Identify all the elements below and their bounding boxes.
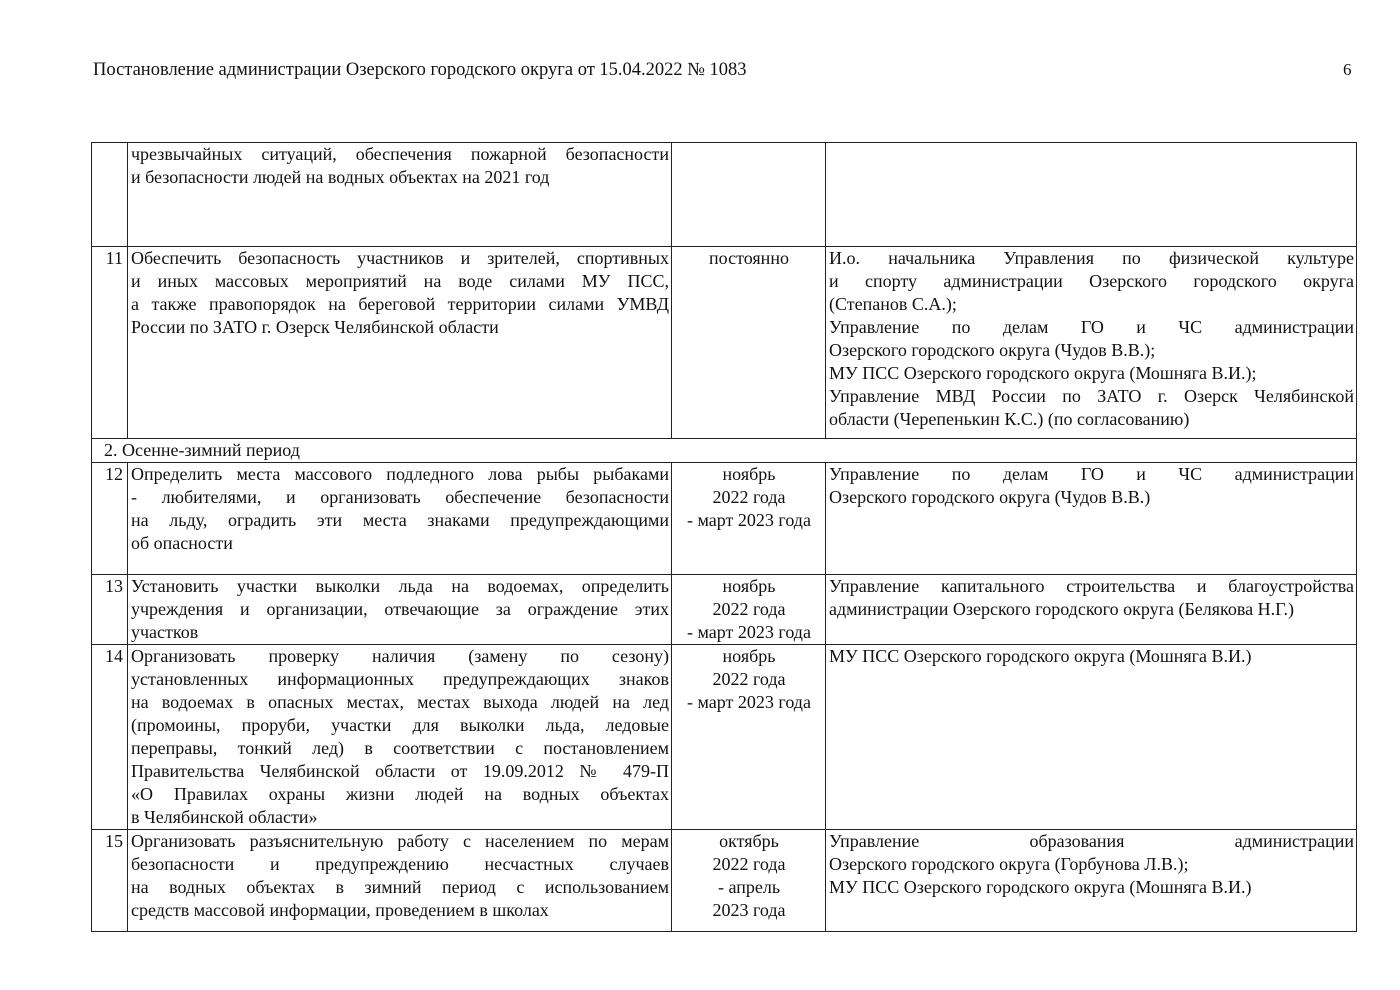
responsible-line: МУ ПСС Озерского городского округа (Мошняга В.И.) bbox=[829, 646, 1252, 666]
responsible-line: Озерского городского округа (Горбунова Л.В.); bbox=[829, 854, 1189, 874]
responsible-line: Управление образования администрации bbox=[829, 831, 1354, 851]
action-cell bbox=[128, 645, 672, 830]
action-line: и безопасности людей на водных объектах на 2021 год bbox=[131, 167, 550, 187]
deadline-line: 2022 года bbox=[712, 599, 786, 619]
deadline-cell bbox=[672, 645, 826, 830]
row-number: 13 bbox=[92, 575, 128, 645]
table-row bbox=[92, 575, 1357, 645]
action-line: на водоемах в опасных местах, местах выхода людей на лед bbox=[131, 692, 669, 712]
action-cell bbox=[128, 247, 672, 439]
responsible-line: И.о. начальника Управления по физической культуре bbox=[829, 248, 1354, 268]
responsible-line: и спорту администрации Озерского городского округа bbox=[829, 271, 1354, 291]
action-line: средств массовой информации, проведением в школах bbox=[131, 900, 549, 920]
action-line: на льду, оградить эти места знаками предупреждающими bbox=[131, 510, 669, 530]
action-line: (промоины, проруби, участки для выколки льда, ледовые bbox=[131, 715, 669, 735]
action-line: Установить участки выколки льда на водоемах, определить bbox=[131, 576, 669, 596]
deadline-cell bbox=[672, 463, 826, 575]
responsible-line: МУ ПСС Озерского городского округа (Мошняга В.И.) bbox=[829, 877, 1252, 897]
row-number bbox=[92, 143, 128, 247]
deadline-cell bbox=[672, 830, 826, 932]
responsible-line: администрации Озерского городского округа (Белякова Н.Г.) bbox=[829, 599, 1294, 619]
deadline-line: 2022 года bbox=[712, 487, 786, 507]
row-number: 12 bbox=[92, 463, 128, 575]
deadline-line: 2022 года bbox=[712, 854, 786, 874]
action-line: об опасности bbox=[131, 533, 233, 553]
responsible-line: Управление капитального строительства и благоустройства bbox=[829, 576, 1354, 596]
row-number: 11 bbox=[92, 247, 128, 439]
action-line: России по ЗАТО г. Озерск Челябинской области bbox=[131, 317, 499, 337]
table-row bbox=[92, 645, 1357, 830]
section-title: 2. Осенне-зимний период bbox=[92, 439, 1357, 463]
table-row bbox=[92, 247, 1357, 439]
responsible-cell bbox=[826, 830, 1357, 932]
deadline-line: ноябрь bbox=[722, 464, 776, 484]
row-number: 15 bbox=[92, 830, 128, 932]
responsible-line: (Степанов С.А.); bbox=[829, 294, 957, 314]
deadline-line: - март 2023 года bbox=[687, 510, 811, 530]
action-line: учреждения и организации, отвечающие за ограждение этих bbox=[131, 599, 669, 619]
action-line: чрезвычайных ситуаций, обеспечения пожарной безопасности bbox=[131, 144, 669, 164]
responsible-line: Управление МВД России по ЗАТО г. Озерск Челябинской bbox=[829, 386, 1354, 406]
responsible-line: МУ ПСС Озерского городского округа (Мошняга В.И.); bbox=[829, 363, 1257, 383]
action-cell bbox=[128, 143, 672, 247]
action-cell bbox=[128, 575, 672, 645]
responsible-cell bbox=[826, 143, 1357, 247]
action-line: Определить места массового подледного лова рыбы рыбаками bbox=[131, 464, 669, 484]
action-line: Организовать проверку наличия (замену по сезону) bbox=[131, 646, 669, 666]
action-cell bbox=[128, 463, 672, 575]
responsible-cell bbox=[826, 463, 1357, 575]
deadline-line: 2022 года bbox=[712, 669, 786, 689]
action-line: а также правопорядок на береговой территории силами УМВД bbox=[131, 294, 669, 314]
responsible-line: Управление по делам ГО и ЧС администрации bbox=[829, 317, 1354, 337]
table-row bbox=[92, 830, 1357, 932]
action-line: участков bbox=[131, 622, 199, 642]
deadline-cell bbox=[672, 143, 826, 247]
deadline-cell bbox=[672, 247, 826, 439]
action-line: - любителями, и организовать обеспечение безопасности bbox=[131, 487, 669, 507]
table-row bbox=[92, 143, 1357, 247]
deadline-line: ноябрь bbox=[722, 646, 776, 666]
action-line: в Челябинской области» bbox=[131, 807, 318, 827]
measures-table bbox=[91, 142, 1357, 932]
deadline-line: постоянно bbox=[709, 248, 789, 268]
section-row bbox=[92, 439, 1357, 463]
responsible-line: области (Черепенькин К.С.) (по согласованию) bbox=[829, 409, 1190, 429]
responsible-line: Управление по делам ГО и ЧС администрации bbox=[829, 464, 1354, 484]
deadline-line: 2023 года bbox=[712, 900, 786, 920]
responsible-line: Озерского городского округа (Чудов В.В.) bbox=[829, 487, 1151, 507]
deadline-line: - март 2023 года bbox=[687, 622, 811, 642]
action-line: «О Правилах охраны жизни людей на водных объектах bbox=[131, 784, 669, 804]
responsible-cell bbox=[826, 645, 1357, 830]
responsible-cell bbox=[826, 247, 1357, 439]
action-line: Обеспечить безопасность участников и зрителей, спортивных bbox=[131, 248, 669, 268]
action-line: Организовать разъяснительную работу с населением по мерам bbox=[131, 831, 669, 851]
action-line: установленных информационных предупреждающих знаков bbox=[131, 669, 669, 689]
responsible-line: Озерского городского округа (Чудов В.В.); bbox=[829, 340, 1156, 360]
action-cell bbox=[128, 830, 672, 932]
deadline-line: октябрь bbox=[719, 831, 779, 851]
page-number: 6 bbox=[1343, 60, 1352, 79]
deadline-cell bbox=[672, 575, 826, 645]
action-line: Правительства Челябинской области от 19.09.2012 № 479-П bbox=[131, 761, 669, 781]
deadline-line: - март 2023 года bbox=[687, 692, 811, 712]
row-number: 14 bbox=[92, 645, 128, 830]
deadline-line: - апрель bbox=[717, 877, 781, 897]
table-row bbox=[92, 463, 1357, 575]
action-line: и иных массовых мероприятий на воде силами МУ ПСС, bbox=[131, 271, 669, 291]
action-line: на водных объектах в зимний период с использованием bbox=[131, 877, 669, 897]
document-header: Постановление администрации Озерского городского округа от 15.04.2022 № 1083 bbox=[93, 60, 747, 80]
responsible-cell bbox=[826, 575, 1357, 645]
action-line: переправы, тонкий лед) в соответствии с постановлением bbox=[131, 738, 669, 758]
action-line: безопасности и предупреждению несчастных случаев bbox=[131, 854, 669, 874]
deadline-line: ноябрь bbox=[722, 576, 776, 596]
